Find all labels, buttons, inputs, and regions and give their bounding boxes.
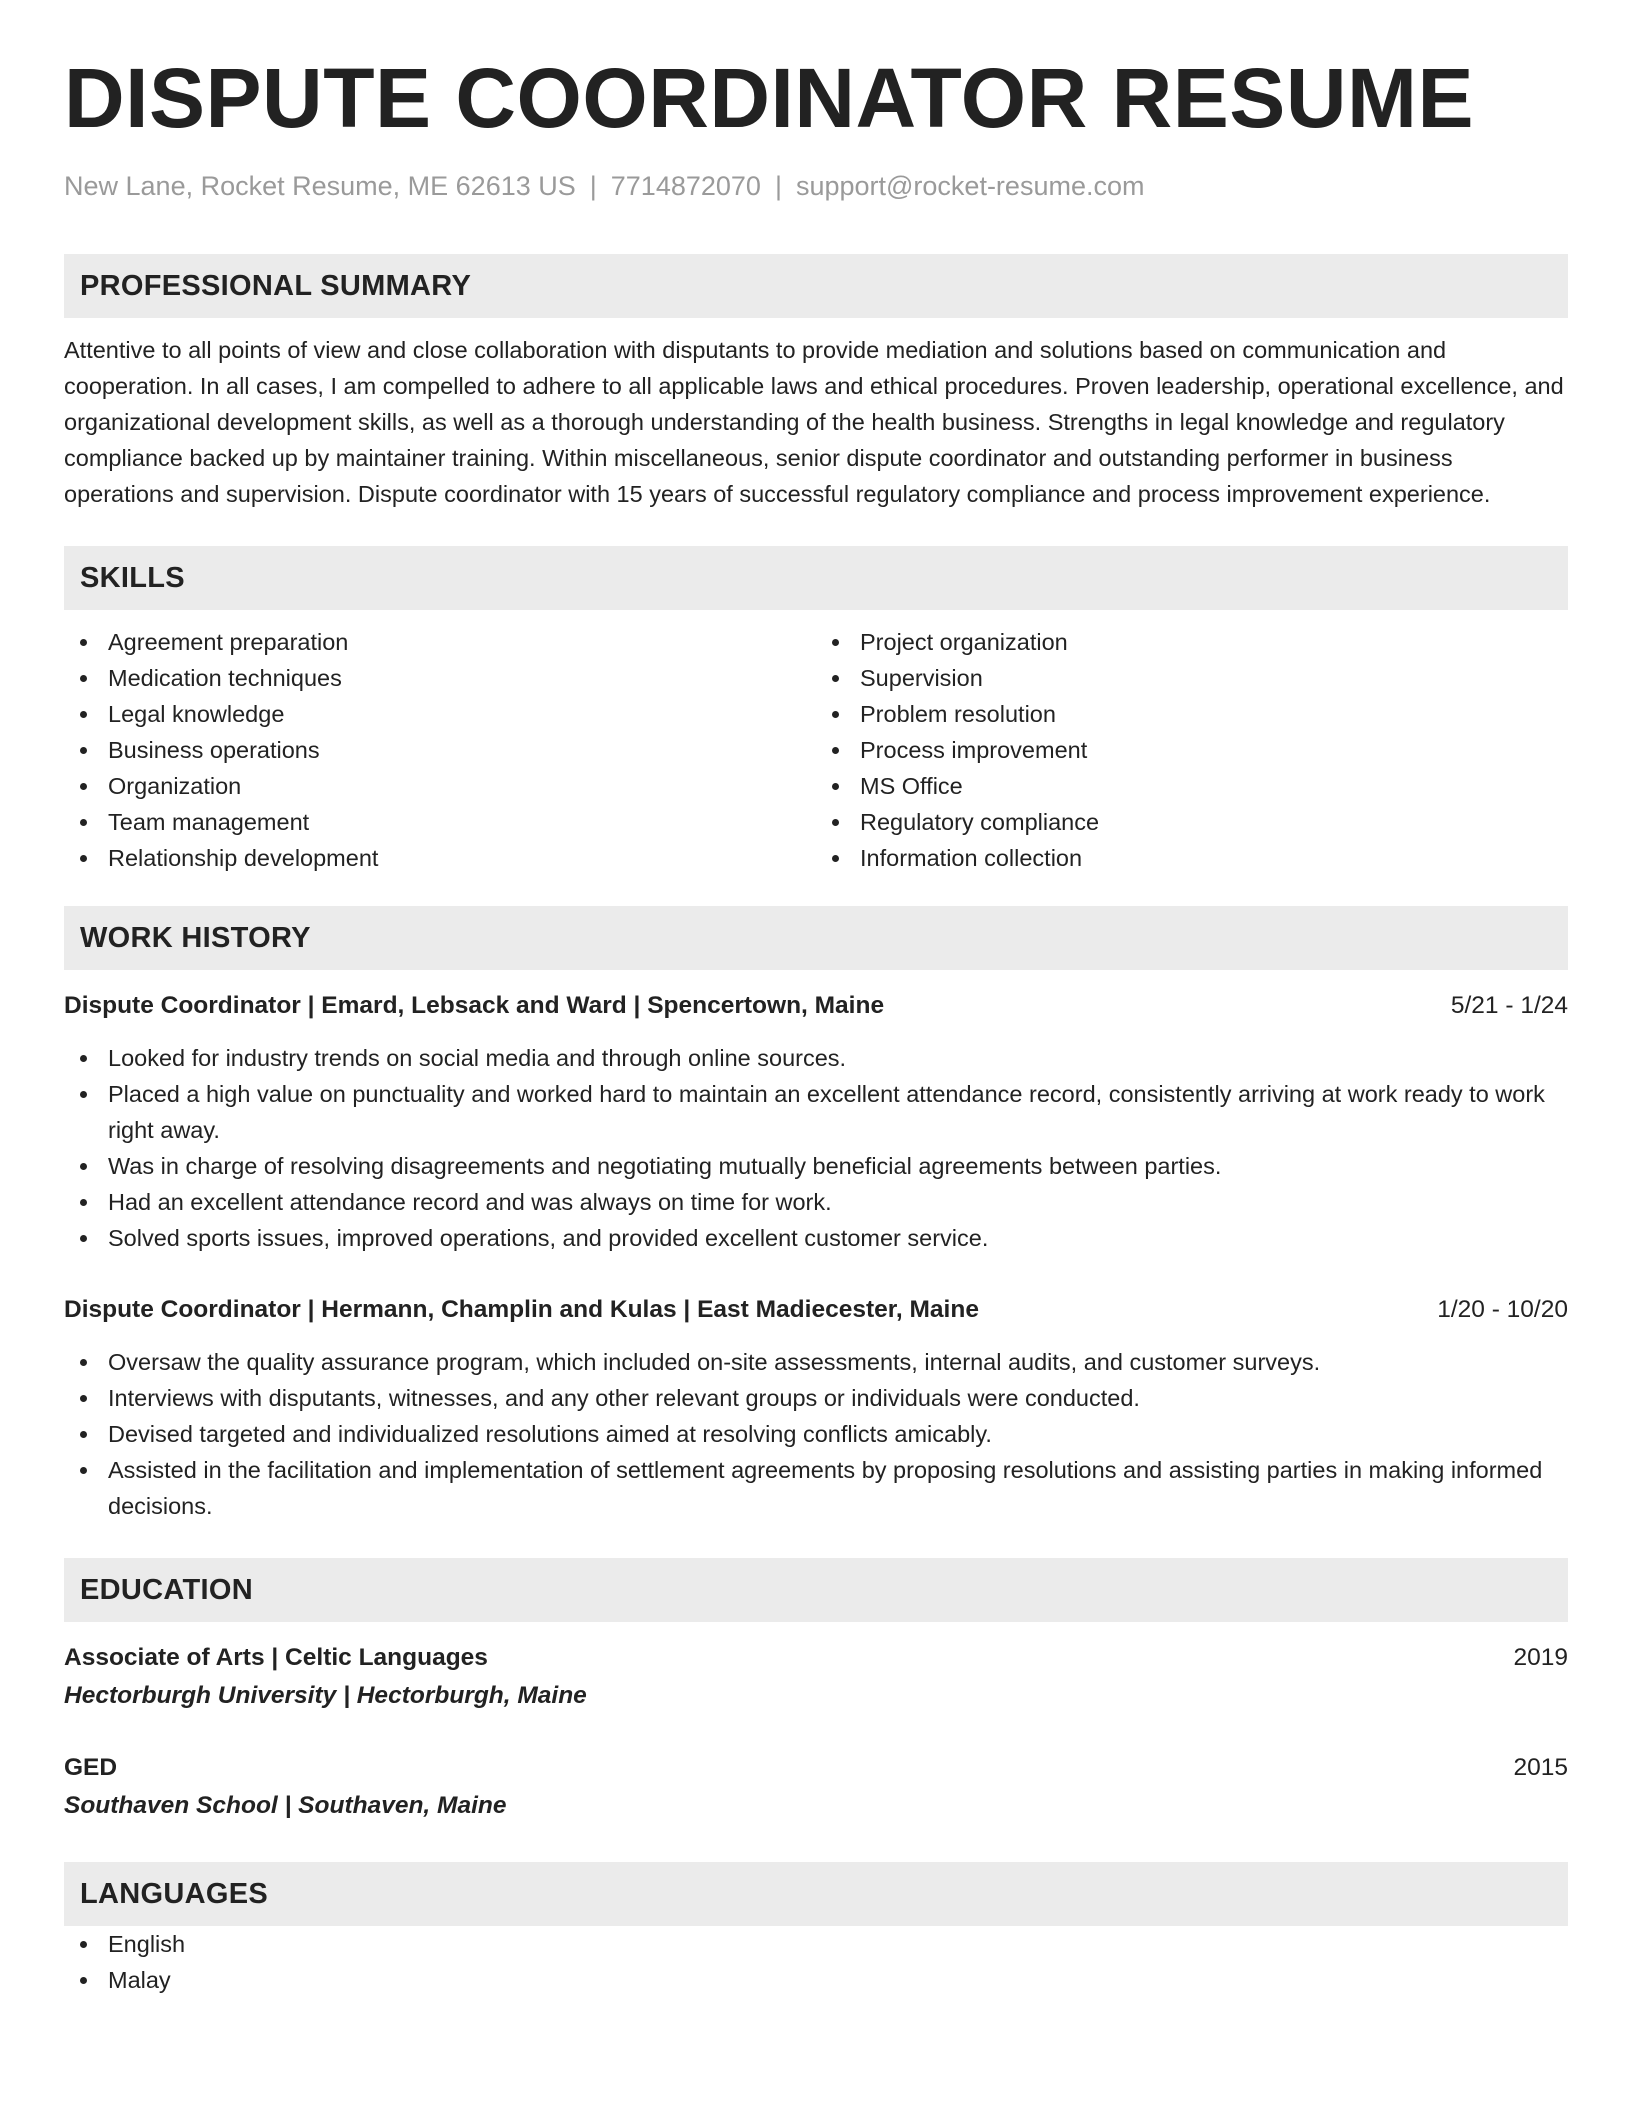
education-year: 2015	[1513, 1754, 1568, 1782]
job-title: Dispute Coordinator | Emard, Lebsack and Ward | Spencertown, Maine	[64, 992, 885, 1020]
job-bullet: Devised targeted and individualized resolutions aimed at resolving conflicts amicably.	[64, 1416, 1568, 1452]
skills-column-right	[816, 624, 1568, 876]
section-header	[64, 546, 1568, 610]
skill-item: Supervision	[816, 660, 1568, 696]
languages-heading: LANGUAGES	[80, 1877, 268, 1910]
job-title: Dispute Coordinator | Hermann, Champlin and Kulas | East Madiecester, Maine	[64, 1296, 979, 1324]
education-school: Southaven School | Southaven, Maine	[64, 1792, 507, 1820]
section-header	[64, 1558, 1568, 1622]
education-entry	[64, 1640, 1568, 1714]
education-section	[64, 1558, 1568, 1824]
education-header	[64, 1750, 1568, 1786]
skill-item: Regulatory compliance	[816, 804, 1568, 840]
skill-item: Business operations	[64, 732, 816, 768]
skill-item: Organization	[64, 768, 816, 804]
education-entry	[64, 1750, 1568, 1824]
skills-section	[64, 546, 1568, 876]
section-header	[64, 906, 1568, 970]
skill-item: Information collection	[816, 840, 1568, 876]
skill-item: Problem resolution	[816, 696, 1568, 732]
job-bullet: Had an excellent attendance record and was always on time for work.	[64, 1184, 1568, 1220]
job-dates: 1/20 - 10/20	[1437, 1296, 1568, 1324]
skill-item: Relationship development	[64, 840, 816, 876]
language-item: Malay	[64, 1962, 1568, 1998]
job-bullet: Looked for industry trends on social media and through online sources.	[64, 1040, 1568, 1076]
education-degree: Associate of Arts | Celtic Languages	[64, 1644, 488, 1672]
education-year: 2019	[1513, 1644, 1568, 1672]
education-heading: EDUCATION	[80, 1573, 253, 1606]
skills-column-left	[64, 624, 816, 876]
contact-phone: 7714872070	[610, 171, 761, 201]
section-header	[64, 254, 1568, 318]
languages-section	[64, 1862, 1568, 1998]
language-item: English	[64, 1926, 1568, 1962]
job-header	[64, 1292, 1568, 1328]
summary-section	[64, 254, 1568, 512]
contact-line	[64, 170, 1568, 202]
job-bullets	[64, 1344, 1568, 1524]
skill-item: Project organization	[816, 624, 1568, 660]
job-bullet: Oversaw the quality assurance program, which included on-site assessments, internal audits, and customer surveys.	[64, 1344, 1568, 1380]
job-bullet: Interviews with disputants, witnesses, and any other relevant groups or individuals were conducted.	[64, 1380, 1568, 1416]
skills-heading: SKILLS	[80, 561, 185, 594]
contact-separator: |	[589, 171, 597, 201]
skills-grid	[64, 624, 1568, 876]
languages-list	[64, 1926, 1568, 1998]
contact-email: support@rocket-resume.com	[795, 171, 1145, 201]
skill-item: Agreement preparation	[64, 624, 816, 660]
job-dates: 5/21 - 1/24	[1450, 992, 1568, 1020]
education-header	[64, 1640, 1568, 1676]
education-degree: GED	[64, 1754, 118, 1782]
contact-separator: |	[774, 171, 782, 201]
job-header	[64, 988, 1568, 1024]
summary-text: Attentive to all points of view and close collaboration with disputants to provide mediation and solutions based on communication and cooperation. In all cases, I am compelled to adhere to all applicable laws and ethical procedures. Proven leadership, operational excellence, and organizational development skills, as well as a thorough understanding of the health business. Strengths in legal knowledge and regulatory compliance backed up by maintainer training. Within miscellaneous, senior dispute coordinator and outstanding performer in business operations and supervision. Dispute coordinator with 15 years of successful regulatory compliance and process improvement experience.	[64, 337, 1564, 508]
job-bullets	[64, 1040, 1568, 1256]
work-history-section	[64, 906, 1568, 1524]
skill-item: MS Office	[816, 768, 1568, 804]
job-bullet: Assisted in the facilitation and implementation of settlement agreements by proposing resolutions and assisting parties in making informed decisions.	[64, 1452, 1568, 1524]
skill-item: Legal knowledge	[64, 696, 816, 732]
skills-list-right	[816, 624, 1568, 876]
work-history-heading: WORK HISTORY	[80, 921, 311, 954]
contact-address: New Lane, Rocket Resume, ME 62613 US	[64, 171, 576, 201]
skills-list-left	[64, 624, 816, 876]
section-header	[64, 1862, 1568, 1926]
job-bullet: Was in charge of resolving disagreements and negotiating mutually beneficial agreements between parties.	[64, 1148, 1568, 1184]
job-bullet: Solved sports issues, improved operations, and provided excellent customer service.	[64, 1220, 1568, 1256]
job-entry	[64, 988, 1568, 1256]
resume-title: DISPUTE COORDINATOR RESUME	[64, 51, 1474, 145]
job-bullet: Placed a high value on punctuality and worked hard to maintain an excellent attendance record, consistently arriving at work ready to work right away.	[64, 1076, 1568, 1148]
skill-item: Medication techniques	[64, 660, 816, 696]
skill-item: Process improvement	[816, 732, 1568, 768]
education-school: Hectorburgh University | Hectorburgh, Maine	[64, 1682, 587, 1710]
summary-heading: PROFESSIONAL SUMMARY	[80, 269, 472, 302]
skill-item: Team management	[64, 804, 816, 840]
job-entry	[64, 1292, 1568, 1524]
